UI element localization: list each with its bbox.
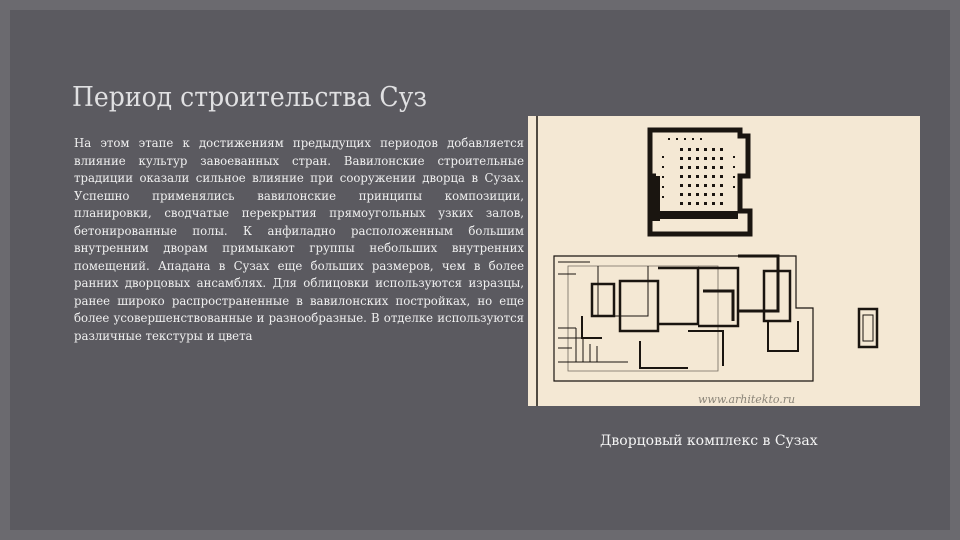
column-grid: [662, 138, 735, 205]
image-caption: Дворцовый комплекс в Сузах: [600, 433, 818, 449]
watermark-text: www.arhitekto.ru: [698, 393, 796, 406]
body-paragraph: На этом этапе к достижениям предыдущих периодов добавляется влияние культур завоеванных стран. Вавилонские строительные традиции оказали сильное влияние при сооружении дворца в Сузах. Успешно применялись вавилонские принципы композиции, планировки, сводчатые перекрытия прямоугольных узких залов, бетонированные полы. К анфиладно расположенным большим внутренним дворам примыкают группы небольших внутренних помещений. Ападана в Сузах еще больших размеров, чем в более ранних дворцовых ансамблях. Для облицовки используются изразцы, ранее широко распространенные в вавилонских постройках, но еще более усовершенствованные и разнообразные. В отделке используются различные текстуры и цвета: [74, 136, 524, 343]
slide-title: Период строительства Суз: [72, 82, 428, 113]
slide: [10, 10, 950, 530]
floor-plan-drawing: [528, 116, 920, 406]
palace-floor-plan-image: [528, 116, 920, 406]
